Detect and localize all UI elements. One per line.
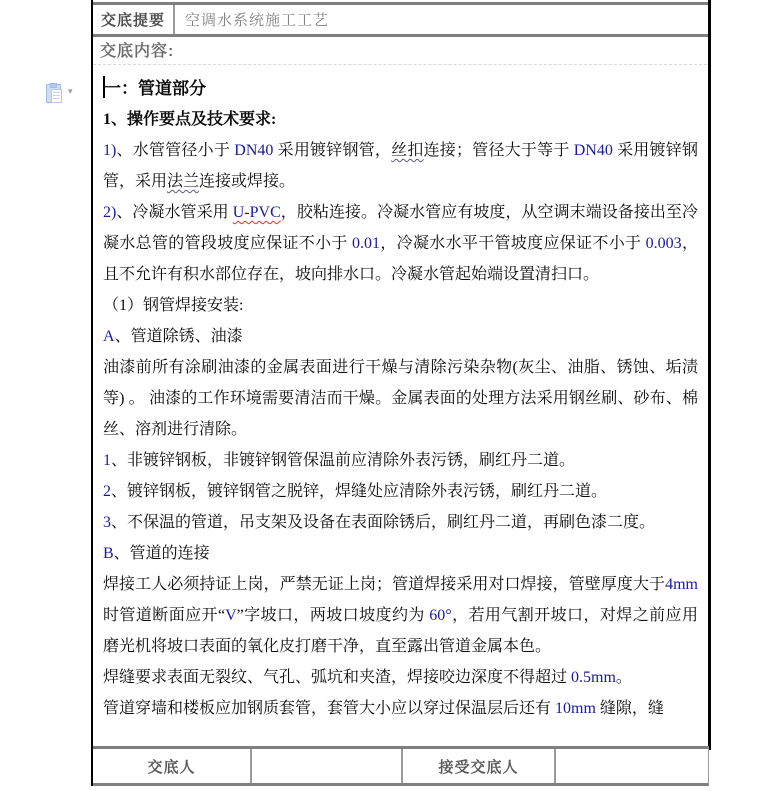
para-weld-seam [103, 662, 698, 693]
text-run-latin: B [103, 545, 114, 562]
text-run: 、管道的连接 [113, 545, 210, 562]
text-run-latin: 1 [103, 452, 111, 469]
text-run-latin: U-PVC [232, 204, 281, 221]
text-run-wavy-dark: 丝扣 [391, 142, 424, 159]
para-rust-3 [103, 507, 698, 538]
para-b-title [103, 538, 698, 569]
text-run: 、非镀锌钢板，非镀锌钢管保温前应清除外表污锈，刷红丹二道。 [111, 452, 576, 469]
text-run: 一：管道部分 [104, 79, 206, 98]
para-a-title [103, 321, 698, 352]
text-run-latin: DN40 [234, 142, 274, 159]
text-run: 1、操作要点及技术要求: [103, 111, 277, 128]
text-run-latin: 1) [103, 142, 117, 159]
text-run: 、不保温的管道，吊支架及设备在表面除锈后，刷红丹二道，再刷色漆二度。 [111, 514, 656, 531]
text-run-latin: V [225, 607, 237, 624]
para-condensate-pipe [103, 197, 698, 290]
text-run-latin: 10mm [555, 700, 596, 717]
paste-options-icon [46, 84, 61, 103]
text-run: ，胶粘连接。冷凝水管应有坡度，从空调末端设备接出至冷凝水总管的管段坡度应保证不小于 [103, 204, 698, 252]
text-run: ”字坡口，两坡口坡度约为 [236, 607, 430, 624]
text-run-latin: 2 [103, 483, 111, 500]
text-run-latin: 2) [103, 204, 117, 221]
text-run: 时管道断面应开“ [103, 607, 226, 624]
text-run: 管道穿墙和楼板应加钢质套管，套管大小应以穿过保温层后还有 [103, 700, 556, 717]
para-welding [103, 569, 698, 662]
text-run-wavy-dark: 法兰 [167, 173, 200, 190]
dashed-divider [93, 64, 707, 65]
table-right-border [708, 0, 711, 750]
text-run: 、冷凝水管采用 [116, 204, 233, 221]
text-run-latin: 0.01 [352, 235, 381, 252]
text-run: 油漆前所有涂刷油漆的金属表面进行干燥与清除污染杂物(灰尘、油脂、锈蚀、垢渍等) 。 油漆的工作环境需要清洁而干燥。金属表面的处理方法采用钢丝刷、砂布、棉丝、溶剂进行清除。 [103, 359, 698, 438]
text-run: ，若用气割开坡口，对焊之前应用磨光机将坡口表面的氧化皮打磨干净，直至露出管道金属本色。 [103, 607, 698, 655]
text-run: 焊缝要求表面无裂纹、气孔、弧坑和夹渣，焊接咬边深度不得超过 [103, 669, 572, 686]
para-weld-install-title [103, 290, 698, 321]
text-run: 采用镀锌钢管， [273, 142, 392, 159]
text-run: 采用镀锌钢管，采用 [103, 142, 698, 190]
para-pipe-diameter [103, 135, 698, 197]
text-run: 。 [615, 669, 632, 686]
text-run-latin: 4mm [665, 576, 698, 593]
text-run: 连接；管径大于等于 [423, 142, 574, 159]
text-run: 、管道除锈、油漆 [114, 328, 243, 345]
text-run: ，冷凝水水平干管坡度应保证不小于 [380, 235, 646, 252]
text-run-latin: 60° [429, 607, 452, 624]
header-row [93, 2, 708, 37]
text-run: ，且不允许有积水部位存在，坡向排水口。冷凝水管起始端设置清扫口。 [103, 235, 698, 283]
discloser-label-cell: 交底人 [93, 749, 252, 783]
summary-value: 空调水系统施工工艺 [185, 12, 330, 29]
receiver-signature-cell[interactable] [556, 749, 708, 783]
receiver-label-cell: 接受交底人 [403, 749, 556, 783]
text-run-latin: 3 [103, 514, 111, 531]
para-paint-prep [103, 352, 698, 445]
text-run-latin: DN40 [573, 142, 613, 159]
text-run: 连接或焊接。 [199, 173, 296, 190]
text-run: 缝隙，缝 [595, 700, 664, 717]
para-rust-1 [103, 445, 698, 476]
text-run: 焊接工人必须持证上岗，严禁无证上岗；管道焊接采用对口焊接，管壁厚度大于 [103, 576, 666, 593]
para-sleeve [103, 693, 698, 724]
discloser-signature-cell[interactable] [252, 749, 403, 783]
paste-options-button[interactable] [46, 84, 78, 105]
para-rust-2 [103, 476, 698, 507]
text-run-latin: 0.003 [645, 235, 682, 252]
signature-row [93, 746, 709, 786]
text-run-latin: 0.5mm [571, 669, 616, 686]
text-run: （1）钢管焊接安装: [103, 297, 244, 314]
text-run: 、镀锌钢板，镀锌钢管之脱锌，焊缝处应清除外表污锈，刷红丹二道。 [111, 483, 608, 500]
content-section-label: 交底内容: [100, 42, 175, 60]
text-run-latin: A [103, 328, 115, 345]
content-area[interactable] [93, 66, 708, 744]
text-run: 、水管管径小于 [116, 142, 235, 159]
heading-sub [103, 104, 698, 135]
chevron-down-icon[interactable]: ▾ [68, 87, 73, 97]
heading-section [103, 73, 698, 104]
summary-label: 交底提要 [93, 5, 175, 34]
